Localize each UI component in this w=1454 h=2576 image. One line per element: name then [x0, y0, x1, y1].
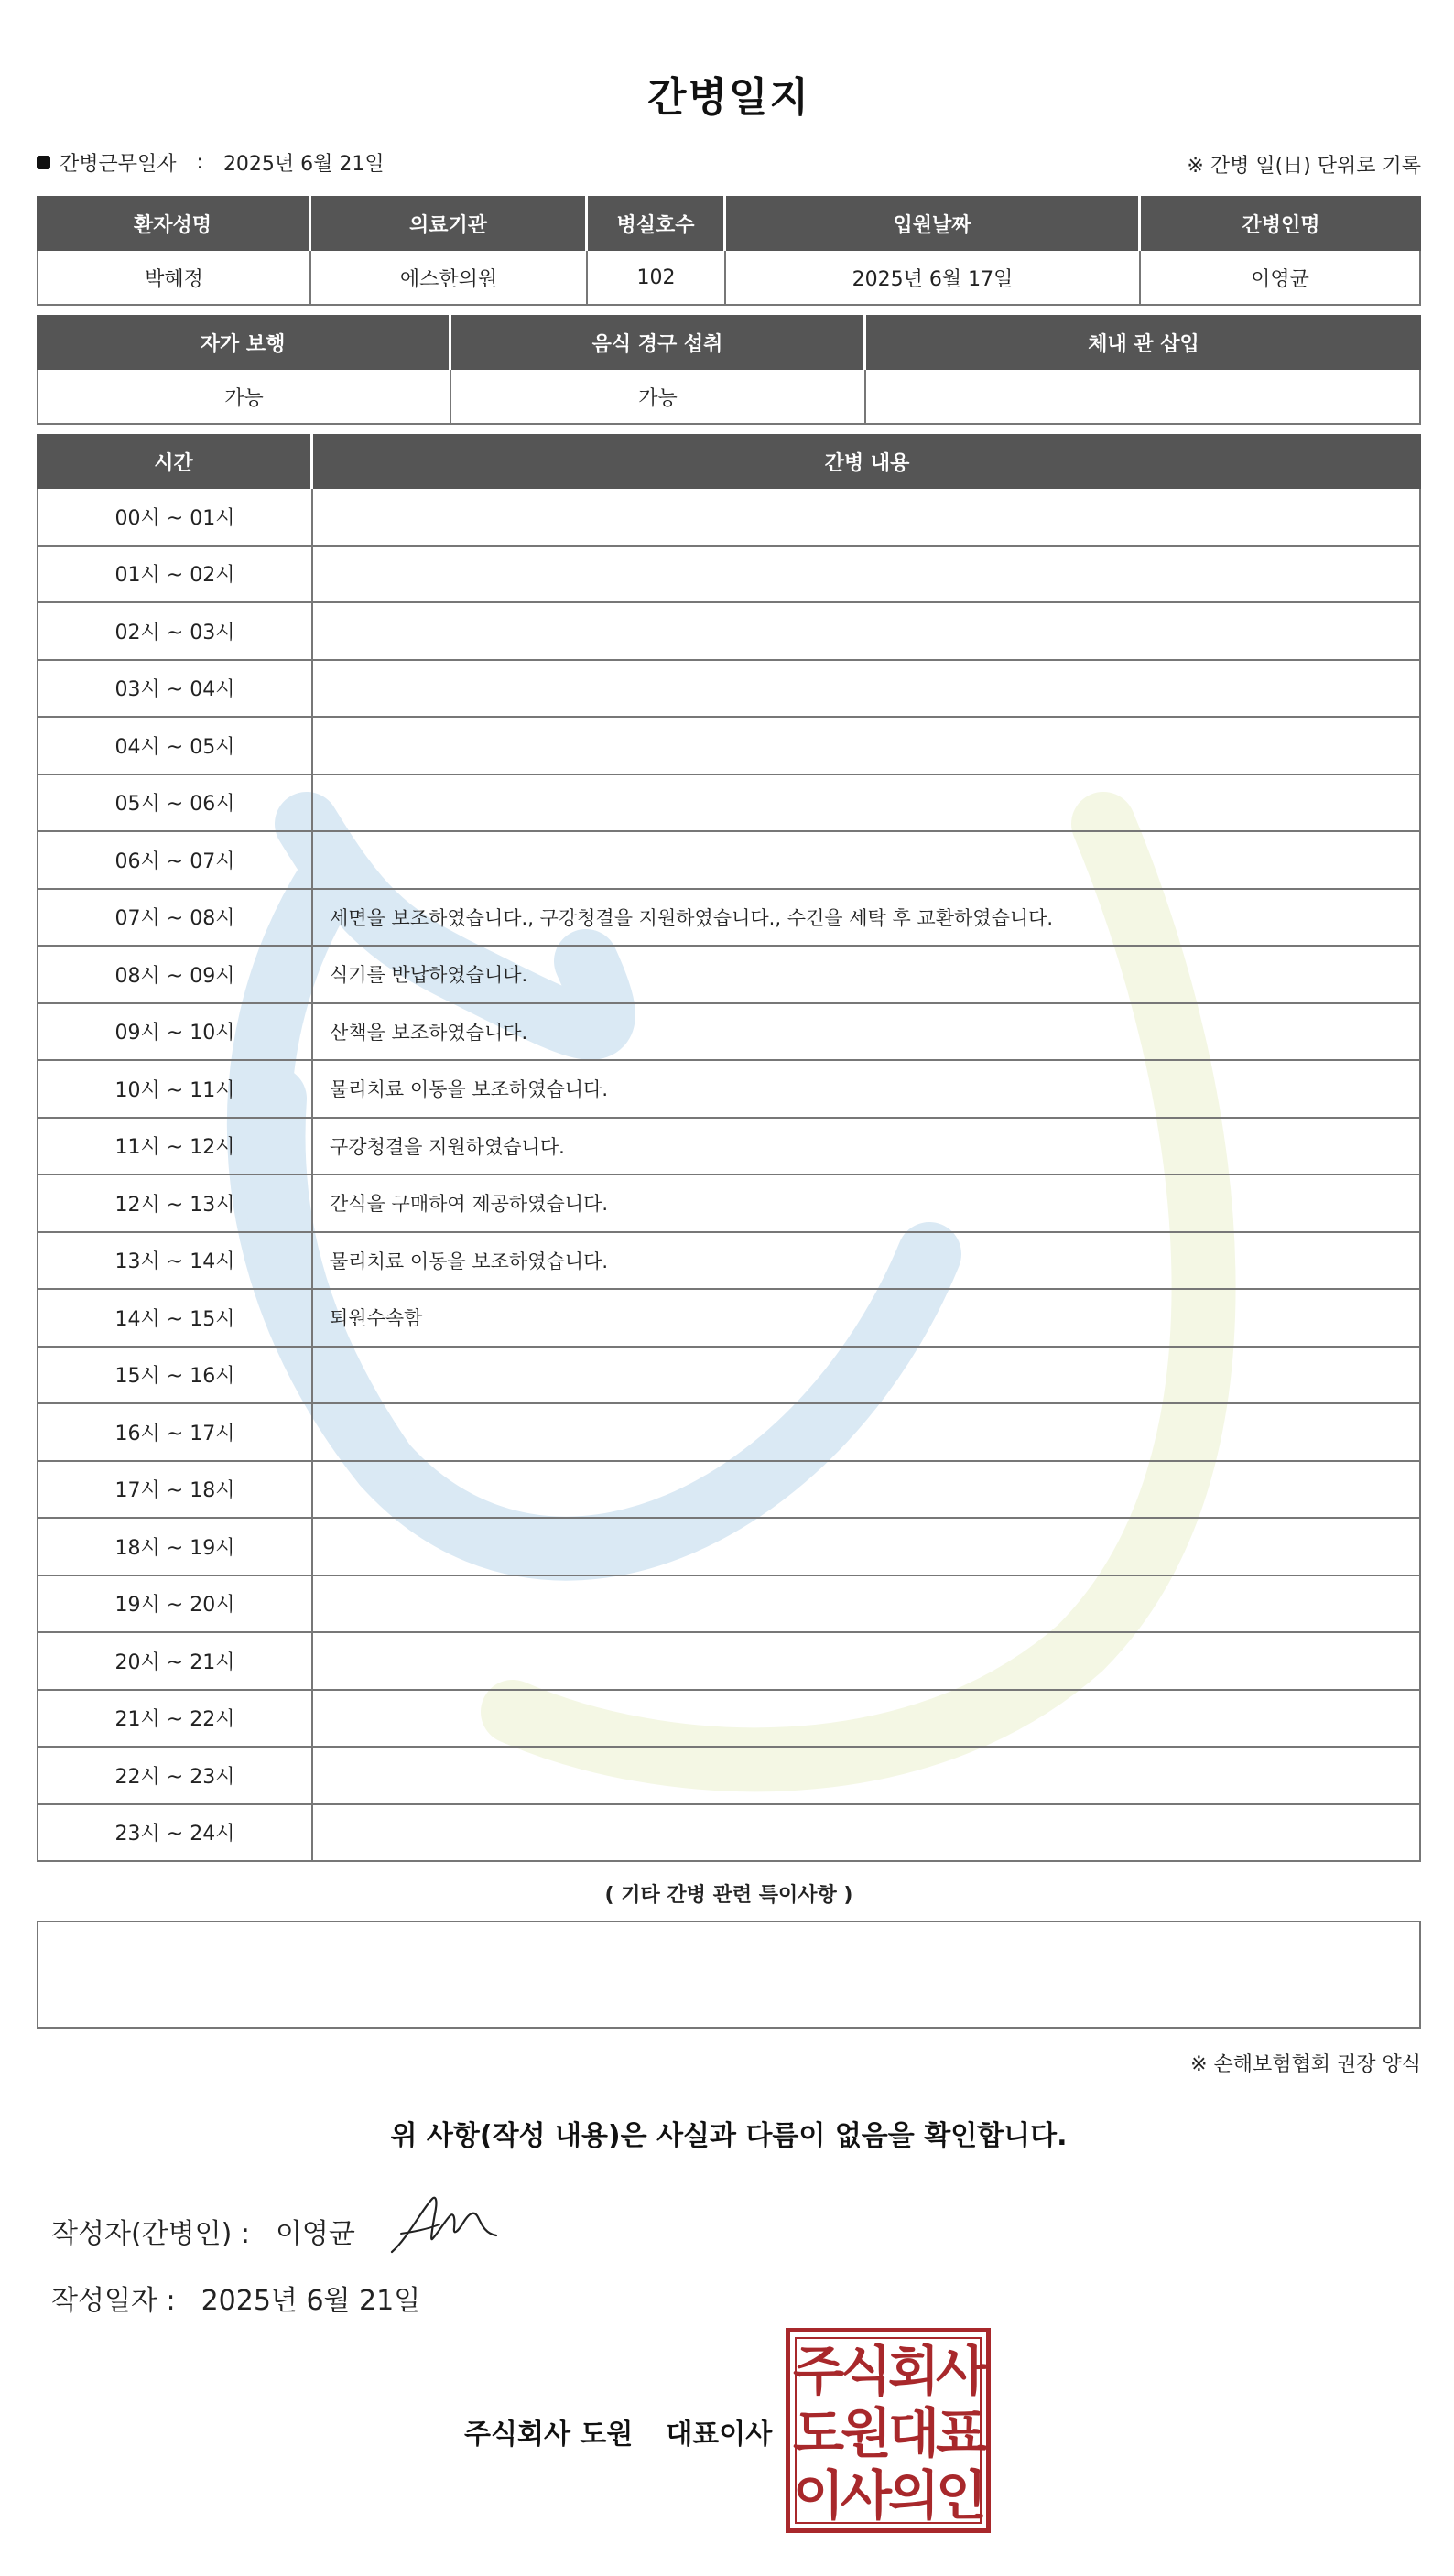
header-oral-intake: 음식 경구 섭취 — [451, 315, 866, 370]
header-admission-date: 입원날짜 — [726, 196, 1141, 251]
care-log-time: 01시 ~ 02시 — [37, 547, 313, 604]
care-log-time: 05시 ~ 06시 — [37, 775, 313, 833]
representative-title: 대표이사 — [666, 2419, 773, 2451]
header-self-walking: 자가 보행 — [37, 315, 451, 370]
care-log-row — [37, 947, 1421, 1004]
care-log-content — [313, 1805, 1421, 1863]
care-log-row — [37, 1119, 1421, 1176]
seal-text-row-1: 주식회사 — [792, 2340, 984, 2402]
bottom-note: ※ 손해보험협회 권장 양식 — [1190, 2053, 1421, 2076]
care-log-content: 간식을 구매하여 제공하였습니다. — [313, 1175, 1421, 1233]
header-patient-name: 환자성명 — [37, 196, 311, 251]
care-log-row — [37, 547, 1421, 604]
care-log-row — [37, 1576, 1421, 1634]
patient-name-value: 박혜정 — [37, 251, 311, 306]
care-log-time: 21시 ~ 22시 — [37, 1691, 313, 1748]
care-log-row — [37, 1748, 1421, 1805]
remarks-box — [37, 1921, 1421, 2029]
author-name: 이영균 — [275, 2218, 355, 2250]
care-log-time: 00시 ~ 01시 — [37, 489, 313, 547]
care-log-content — [313, 1348, 1421, 1405]
care-log-time: 06시 ~ 07시 — [37, 832, 313, 890]
care-log-row — [37, 1462, 1421, 1520]
care-log-row — [37, 661, 1421, 719]
care-log-time: 16시 ~ 17시 — [37, 1404, 313, 1462]
care-log-row — [37, 1233, 1421, 1291]
write-date-value: 2025년 6월 21일 — [201, 2285, 421, 2317]
document-title: 간병일지 — [646, 74, 810, 121]
oral-intake-value: 가능 — [451, 370, 866, 425]
care-log-content — [313, 547, 1421, 604]
care-log-row — [37, 890, 1421, 947]
care-log-row — [37, 1348, 1421, 1405]
seal-text-row-2: 도원대표 — [792, 2402, 984, 2464]
seal-text-row-3: 이사의인 — [792, 2464, 984, 2527]
care-log-row — [37, 832, 1421, 890]
care-log-content — [313, 603, 1421, 661]
company-line — [464, 2411, 772, 2452]
write-date-line — [51, 2278, 420, 2318]
company-seal-stamp — [786, 2328, 991, 2533]
care-log-content: 산책을 보조하였습니다. — [313, 1004, 1421, 1062]
ability-value-row — [37, 370, 1421, 425]
care-log-time: 23시 ~ 24시 — [37, 1805, 313, 1863]
top-note: ※ 간병 일(日) 단위로 기록 — [1187, 155, 1421, 178]
ability-header-row — [37, 315, 1421, 370]
patient-info-value-row — [37, 251, 1421, 306]
caregiver-name-value: 이영균 — [1141, 251, 1421, 306]
room-number-value: 102 — [588, 251, 726, 306]
care-log-time: 11시 ~ 12시 — [37, 1119, 313, 1176]
care-log-row — [37, 1404, 1421, 1462]
remarks-title: ( 기타 간병 관련 특이사항 ) — [604, 1884, 853, 1907]
care-log-time: 13시 ~ 14시 — [37, 1233, 313, 1291]
admission-date-value: 2025년 6월 17일 — [726, 251, 1141, 306]
care-log-time: 19시 ~ 20시 — [37, 1576, 313, 1634]
header-tube-insertion: 체내 관 삽입 — [866, 315, 1421, 370]
care-log-time: 10시 ~ 11시 — [37, 1061, 313, 1119]
care-log-row — [37, 1290, 1421, 1348]
care-log-time: 04시 ~ 05시 — [37, 718, 313, 775]
care-log-time: 17시 ~ 18시 — [37, 1462, 313, 1520]
author-label: 작성자(간병인) : — [51, 2218, 250, 2250]
signature-image — [385, 2188, 522, 2261]
care-log-content — [313, 1576, 1421, 1634]
care-log-table — [37, 434, 1421, 1862]
work-date-value: 2025년 6월 21일 — [222, 153, 385, 176]
care-log-row — [37, 775, 1421, 833]
care-log-content — [313, 1404, 1421, 1462]
care-log-content — [313, 718, 1421, 775]
care-log-row — [37, 718, 1421, 775]
care-log-content: 물리치료 이동을 보조하였습니다. — [313, 1233, 1421, 1291]
header-caregiver-name: 간병인명 — [1141, 196, 1421, 251]
care-log-time: 08시 ~ 09시 — [37, 947, 313, 1004]
care-log-content — [313, 832, 1421, 890]
care-log-row — [37, 1004, 1421, 1062]
care-log-content: 퇴원수속함 — [313, 1290, 1421, 1348]
care-log-time: 22시 ~ 23시 — [37, 1748, 313, 1805]
care-log-time: 03시 ~ 04시 — [37, 661, 313, 719]
care-log-body — [37, 489, 1421, 1862]
care-log-time: 15시 ~ 16시 — [37, 1348, 313, 1405]
medical-institution-value: 에스한의원 — [311, 251, 588, 306]
header-medical-institution: 의료기관 — [311, 196, 588, 251]
care-log-row — [37, 603, 1421, 661]
care-log-content — [313, 489, 1421, 547]
care-log-time: 07시 ~ 08시 — [37, 890, 313, 947]
author-line — [51, 2211, 355, 2251]
care-log-content: 식기를 반납하였습니다. — [313, 947, 1421, 1004]
care-log-row — [37, 1633, 1421, 1691]
work-date-line — [37, 148, 385, 177]
care-log-row — [37, 1061, 1421, 1119]
care-log-time: 14시 ~ 15시 — [37, 1290, 313, 1348]
care-log-content — [313, 775, 1421, 833]
care-log-content — [313, 1462, 1421, 1520]
header-room-number: 병실호수 — [588, 196, 726, 251]
care-log-row — [37, 1519, 1421, 1576]
care-log-time: 20시 ~ 21시 — [37, 1633, 313, 1691]
work-date-separator: : — [196, 151, 203, 174]
care-log-content — [313, 661, 1421, 719]
care-log-content — [313, 1519, 1421, 1576]
care-log-header-row — [37, 434, 1421, 489]
care-log-row — [37, 1175, 1421, 1233]
care-log-content — [313, 1748, 1421, 1805]
confirmation-statement: 위 사항(작성 내용)은 사실과 다름이 없음을 확인합니다. — [390, 2120, 1068, 2152]
care-log-time: 18시 ~ 19시 — [37, 1519, 313, 1576]
care-log-content: 물리치료 이동을 보조하였습니다. — [313, 1061, 1421, 1119]
patient-ability-table — [37, 315, 1421, 425]
self-walking-value: 가능 — [37, 370, 451, 425]
care-log-time: 09시 ~ 10시 — [37, 1004, 313, 1062]
write-date-label: 작성일자 : — [51, 2285, 176, 2317]
care-log-row — [37, 1805, 1421, 1863]
care-log-row — [37, 489, 1421, 547]
header-care-content: 간병 내용 — [313, 434, 1421, 489]
work-date-label: 간병근무일자 — [60, 153, 177, 176]
header-time: 시간 — [37, 434, 313, 489]
tube-insertion-value — [866, 370, 1421, 425]
patient-info-header-row — [37, 196, 1421, 251]
care-log-row — [37, 1691, 1421, 1748]
care-log-content: 세면을 보조하였습니다., 구강청결을 지원하였습니다., 수건을 세탁 후 교환하였습니다. — [313, 890, 1421, 947]
bullet-icon — [37, 156, 50, 169]
patient-info-table — [37, 196, 1421, 306]
care-log-content: 구강청결을 지원하였습니다. — [313, 1119, 1421, 1176]
company-name: 주식회사 도원 — [464, 2419, 634, 2451]
care-log-time: 02시 ~ 03시 — [37, 603, 313, 661]
care-log-time: 12시 ~ 13시 — [37, 1175, 313, 1233]
care-log-content — [313, 1633, 1421, 1691]
care-log-content — [313, 1691, 1421, 1748]
